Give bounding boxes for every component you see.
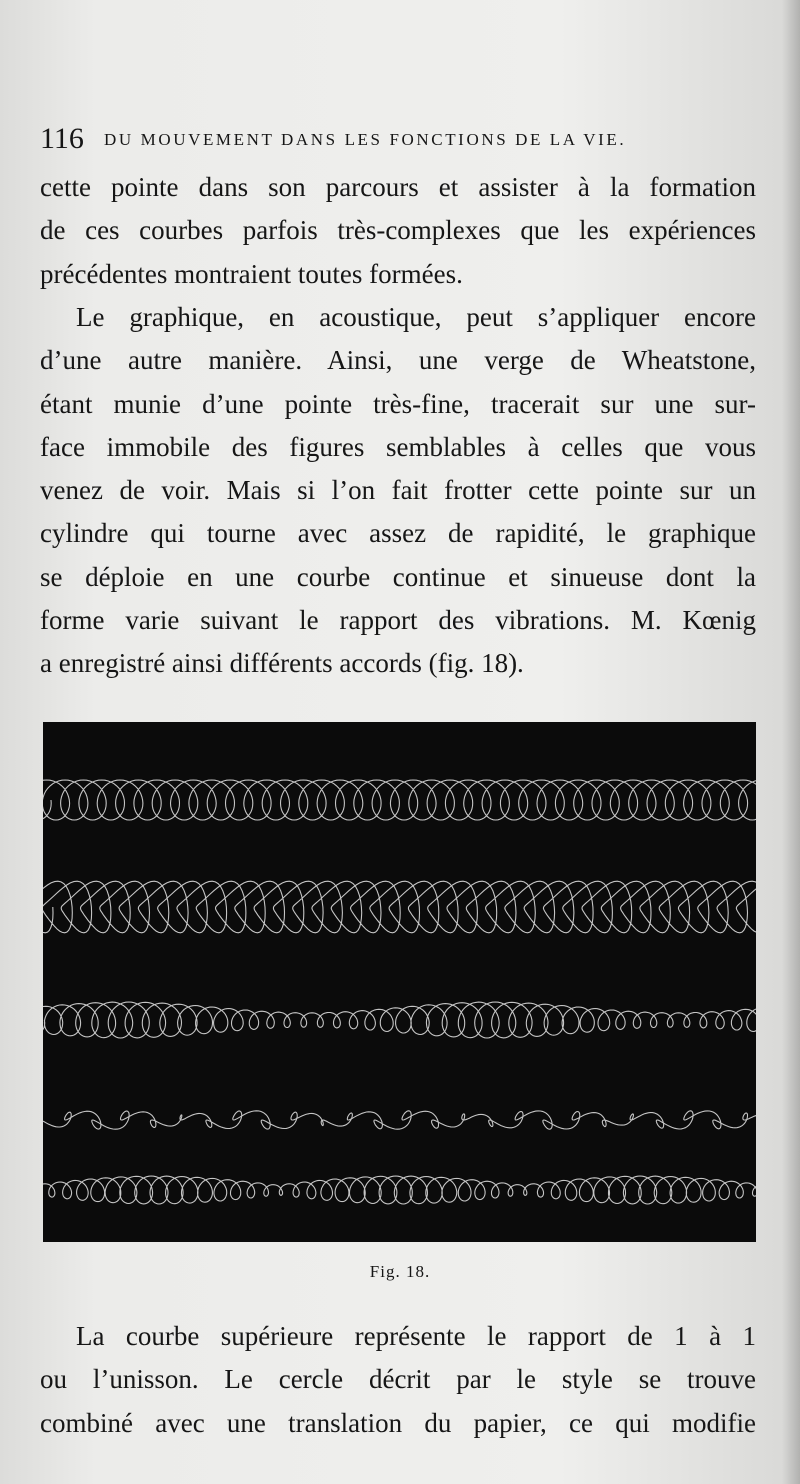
vibration-trace-2 bbox=[43, 881, 756, 933]
text-line: cylindre qui tourne avec assez de rapidité, le graphique bbox=[40, 518, 756, 549]
text-line: venez de voir. Mais si l’on fait frotter cette pointe sur un bbox=[40, 475, 756, 506]
text-line: se déploie en une courbe continue et sinueuse dont la bbox=[40, 561, 756, 592]
paragraph-1 bbox=[40, 166, 756, 296]
paragraph-2 bbox=[40, 296, 756, 686]
text-line: combiné avec une translation du papier, ce qui modifie bbox=[40, 1407, 756, 1438]
paragraph-3 bbox=[40, 1315, 756, 1445]
running-head: DU MOUVEMENT DANS LES FONCTIONS DE LA VIE. bbox=[104, 130, 627, 149]
text-line: face immobile des figures semblables à celles que vous bbox=[40, 431, 756, 462]
page-number: 116 bbox=[40, 122, 84, 155]
text-line: précédentes montraient toutes formées. bbox=[40, 258, 463, 289]
vibration-trace-1 bbox=[43, 780, 756, 820]
text-line: forme varie suivant le rapport des vibrations. M. Kœnig bbox=[40, 605, 756, 636]
vibration-trace-3 bbox=[43, 1002, 756, 1038]
text-line: cette pointe dans son parcours et assister à la formation bbox=[40, 172, 756, 202]
text-line: La courbe supérieure représente le rapport de 1 à 1 bbox=[76, 1321, 756, 1351]
text-line: ou l’unisson. Le cercle décrit par le style se trouve bbox=[40, 1364, 756, 1395]
text-line: Le graphique, en acoustique, peut s’appliquer encore bbox=[76, 302, 756, 332]
page-header bbox=[40, 122, 760, 156]
vibration-trace-5 bbox=[43, 1176, 756, 1204]
figure-18-vibration-traces bbox=[43, 722, 756, 1242]
vibration-trace-4 bbox=[43, 1111, 756, 1129]
text-line: a enregistré ainsi différents accords (fig. 18). bbox=[40, 648, 524, 679]
vibration-curves-image bbox=[43, 722, 756, 1242]
text-line: étant munie d’une pointe très-fine, tracerait sur une sur- bbox=[40, 388, 756, 419]
text-line: de ces courbes parfois très-complexes que les expériences bbox=[40, 215, 756, 246]
figure-caption: Fig. 18. bbox=[369, 1262, 431, 1281]
text-line: d’une autre manière. Ainsi, une verge de Wheatstone, bbox=[40, 345, 756, 376]
